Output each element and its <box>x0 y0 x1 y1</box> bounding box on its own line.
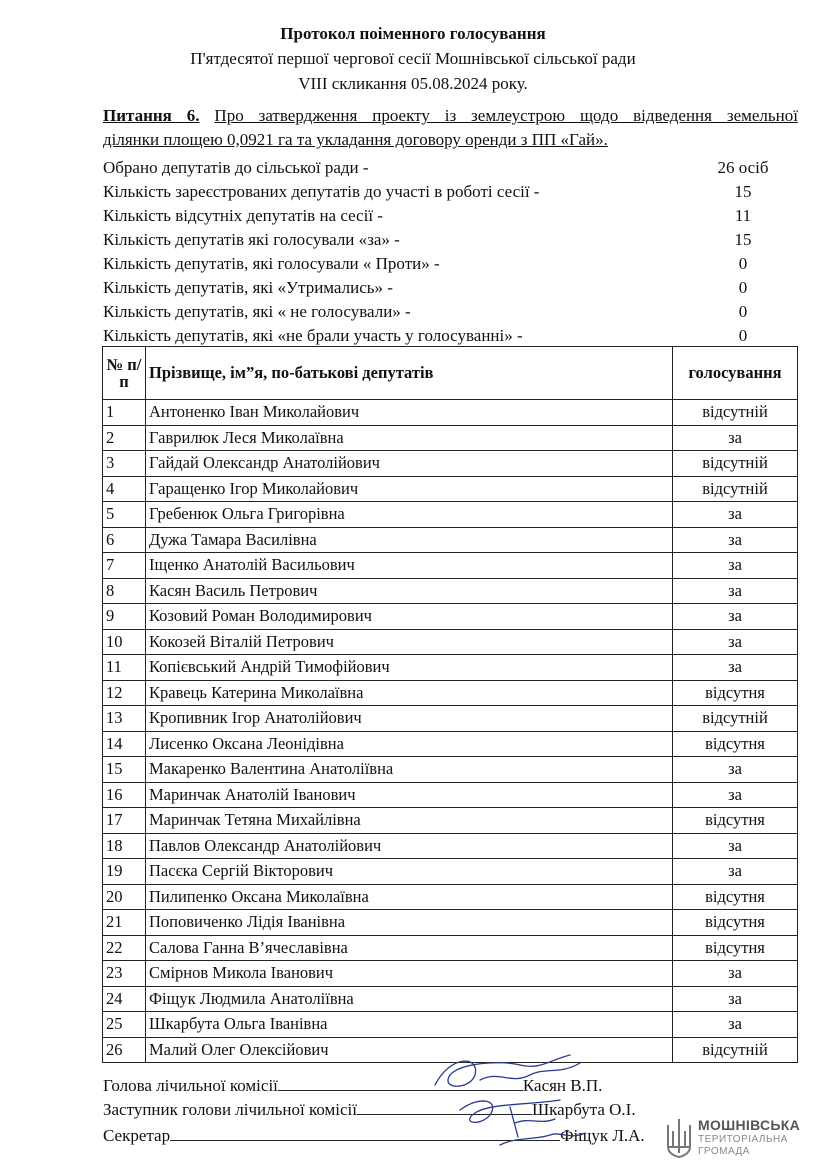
deputy-name: Дужа Тамара Василівна <box>146 527 673 553</box>
deputy-name: Іщенко Анатолій Васильович <box>146 553 673 579</box>
table-row <box>103 808 798 834</box>
table-row <box>103 451 798 477</box>
question-line-2 <box>103 128 798 152</box>
row-number: 14 <box>103 731 146 757</box>
question-label: Питання 6. <box>103 106 200 125</box>
row-number: 16 <box>103 782 146 808</box>
stat-value: 11 <box>734 206 752 225</box>
stat-value: 0 <box>738 278 748 297</box>
stat-label: Обрано депутатів до сільської ради - <box>103 158 369 177</box>
table-row <box>103 553 798 579</box>
stat-label: Кількість депутатів, які голосували « Проти» - <box>103 254 440 273</box>
deputy-name: Гаврилюк Леся Миколаївна <box>146 425 673 451</box>
table-row <box>103 502 798 528</box>
stat-value: 15 <box>734 182 752 201</box>
question-line-1 <box>103 104 798 128</box>
deputy-name: Макаренко Валентина Анатоліївна <box>146 757 673 783</box>
stat-value: 0 <box>738 254 748 273</box>
table-row <box>103 680 798 706</box>
row-number: 7 <box>103 553 146 579</box>
roll-call-table <box>102 346 798 1063</box>
deputy-name: Фіщук Людмила Анатоліївна <box>146 986 673 1012</box>
community-logo <box>664 1115 814 1163</box>
deputy-name: Маринчак Тетяна Михайлівна <box>146 808 673 834</box>
signatory-name: Фіщук Л.А. <box>560 1126 645 1145</box>
table-row <box>103 578 798 604</box>
vote-statistics <box>103 156 803 348</box>
header-name: Прізвище, ім”я, по-батькові депутатів <box>146 347 673 400</box>
row-number: 5 <box>103 502 146 528</box>
header-number: № п/п <box>103 347 146 400</box>
stat-value: 15 <box>734 230 752 249</box>
row-number: 8 <box>103 578 146 604</box>
question-text-1: Про затвердження проекту із землеустрою щодо відведення земельної <box>214 106 798 125</box>
table-header-row <box>103 347 798 400</box>
row-number: 13 <box>103 706 146 732</box>
header-vote: голосування <box>673 347 798 400</box>
stat-label: Кількість депутатів, які «не брали участь у голосуванні» - <box>103 326 523 345</box>
vote-result: за <box>673 502 798 528</box>
stat-value: 0 <box>738 302 748 321</box>
table-body <box>103 400 798 1063</box>
row-number: 15 <box>103 757 146 783</box>
deputy-name: Копієвський Андрій Тимофійович <box>146 655 673 681</box>
table-row <box>103 706 798 732</box>
signature-role: Секретар <box>103 1126 171 1145</box>
vote-result: за <box>673 629 798 655</box>
vote-result: за <box>673 757 798 783</box>
vote-result: за <box>673 986 798 1012</box>
vote-result: за <box>673 833 798 859</box>
deputy-name: Гаращенко Ігор Миколайович <box>146 476 673 502</box>
vote-result: відсутня <box>673 680 798 706</box>
table-row <box>103 859 798 885</box>
vote-result: за <box>673 604 798 630</box>
vote-result: за <box>673 859 798 885</box>
row-number: 21 <box>103 910 146 936</box>
signatory-name: Касян В.П. <box>522 1076 603 1095</box>
row-number: 19 <box>103 859 146 885</box>
deputy-name: Антоненко Іван Миколайович <box>146 400 673 426</box>
deputy-name: Касян Василь Петрович <box>146 578 673 604</box>
signature-role: Голова лічильної комісії <box>103 1076 278 1095</box>
vote-result: відсутній <box>673 706 798 732</box>
row-number: 3 <box>103 451 146 477</box>
vote-result: відсутній <box>673 476 798 502</box>
vote-result: за <box>673 553 798 579</box>
stat-row <box>103 156 803 180</box>
stat-label: Кількість депутатів які голосували «за» - <box>103 230 400 249</box>
table-row <box>103 910 798 936</box>
deputy-name: Салова Ганна В’ячеславівна <box>146 935 673 961</box>
table-row <box>103 986 798 1012</box>
deputy-name: Шкарбута Ольга Іванівна <box>146 1012 673 1038</box>
stat-row <box>103 228 803 252</box>
table-row <box>103 884 798 910</box>
table-row <box>103 935 798 961</box>
question-text-2: ділянки площею 0,0921 га та укладання договору оренди з ПП «Гай». <box>103 130 608 149</box>
table-row <box>103 757 798 783</box>
vote-result: відсутній <box>673 400 798 426</box>
signatory-name: Шкарбута О.І. <box>532 1100 636 1119</box>
table-row <box>103 655 798 681</box>
vote-result: відсутня <box>673 910 798 936</box>
stat-label: Кількість депутатів, які «Утримались» - <box>103 278 393 297</box>
stat-row <box>103 324 803 348</box>
logo-title: МОШНІВСЬКА <box>698 1117 801 1133</box>
row-number: 24 <box>103 986 146 1012</box>
stat-row <box>103 252 803 276</box>
table-row <box>103 476 798 502</box>
row-number: 1 <box>103 400 146 426</box>
agenda-question <box>103 104 798 152</box>
deputy-name: Пилипенко Оксана Миколаївна <box>146 884 673 910</box>
table-row <box>103 400 798 426</box>
stat-row <box>103 180 803 204</box>
row-number: 2 <box>103 425 146 451</box>
deputy-name: Маринчак Анатолій Іванович <box>146 782 673 808</box>
row-number: 9 <box>103 604 146 630</box>
vote-result: відсутня <box>673 731 798 757</box>
deputy-name: Кокозей Віталій Петрович <box>146 629 673 655</box>
table-row <box>103 604 798 630</box>
row-number: 11 <box>103 655 146 681</box>
vote-result: за <box>673 782 798 808</box>
vote-result: за <box>673 425 798 451</box>
vote-result: відсутня <box>673 884 798 910</box>
row-number: 20 <box>103 884 146 910</box>
vote-result: відсутній <box>673 1037 798 1063</box>
table-row <box>103 961 798 987</box>
table-row <box>103 833 798 859</box>
row-number: 23 <box>103 961 146 987</box>
table-row <box>103 629 798 655</box>
row-number: 25 <box>103 1012 146 1038</box>
deputy-name: Козовий Роман Володимирович <box>146 604 673 630</box>
table-row <box>103 731 798 757</box>
logo-subtitle-2: ГРОМАДА <box>698 1146 750 1157</box>
stat-value: 0 <box>738 326 748 345</box>
stat-value: 26 осіб <box>717 158 769 177</box>
vote-result: за <box>673 527 798 553</box>
deputy-name: Смірнов Микола Іванович <box>146 961 673 987</box>
stat-label: Кількість зареєстрованих депутатів до участі в роботі сесії - <box>103 182 540 201</box>
deputy-name: Пасєка Сергій Вікторович <box>146 859 673 885</box>
row-number: 22 <box>103 935 146 961</box>
handwritten-signature <box>420 1045 600 1155</box>
convocation-date: VIII скликання 05.08.2024 року. <box>298 74 528 93</box>
deputy-name: Поповиченко Лідія Іванівна <box>146 910 673 936</box>
row-number: 10 <box>103 629 146 655</box>
vote-result: відсутній <box>673 451 798 477</box>
signature-role: Заступник голови лічильної комісії <box>103 1100 358 1119</box>
vote-result: відсутня <box>673 808 798 834</box>
table-row <box>103 782 798 808</box>
row-number: 4 <box>103 476 146 502</box>
vote-result: за <box>673 961 798 987</box>
stat-row <box>103 204 803 228</box>
row-number: 12 <box>103 680 146 706</box>
stat-label: Кількість депутатів, які « не голосували» - <box>103 302 411 321</box>
deputy-name: Гребенюк Ольга Григорівна <box>146 502 673 528</box>
row-number: 26 <box>103 1037 146 1063</box>
table-row <box>103 527 798 553</box>
deputy-name: Павлов Олександр Анатолійович <box>146 833 673 859</box>
vote-result: за <box>673 1012 798 1038</box>
vote-result: за <box>673 578 798 604</box>
table-row <box>103 425 798 451</box>
deputy-name: Кравець Катерина Миколаївна <box>146 680 673 706</box>
table-row <box>103 1012 798 1038</box>
session-line: П'ятдесятої першої чергової сесії Мошнівської сільської ради <box>190 49 636 68</box>
logo-subtitle-1: ТЕРИТОРІАЛЬНА <box>698 1134 788 1145</box>
stat-row <box>103 300 803 324</box>
deputy-name: Гайдай Олександр Анатолійович <box>146 451 673 477</box>
deputy-name: Кропивник Ігор Анатолійович <box>146 706 673 732</box>
vote-result: за <box>673 655 798 681</box>
row-number: 18 <box>103 833 146 859</box>
deputy-name: Лисенко Оксана Леонідівна <box>146 731 673 757</box>
trident-icon <box>664 1117 694 1161</box>
stat-row <box>103 276 803 300</box>
row-number: 6 <box>103 527 146 553</box>
document-title: Протокол поіменного голосування <box>280 24 546 43</box>
vote-result: відсутня <box>673 935 798 961</box>
deputy-name: Малий Олег Олексійович <box>146 1037 673 1063</box>
stat-label: Кількість відсутніх депутатів на сесії - <box>103 206 383 225</box>
row-number: 17 <box>103 808 146 834</box>
